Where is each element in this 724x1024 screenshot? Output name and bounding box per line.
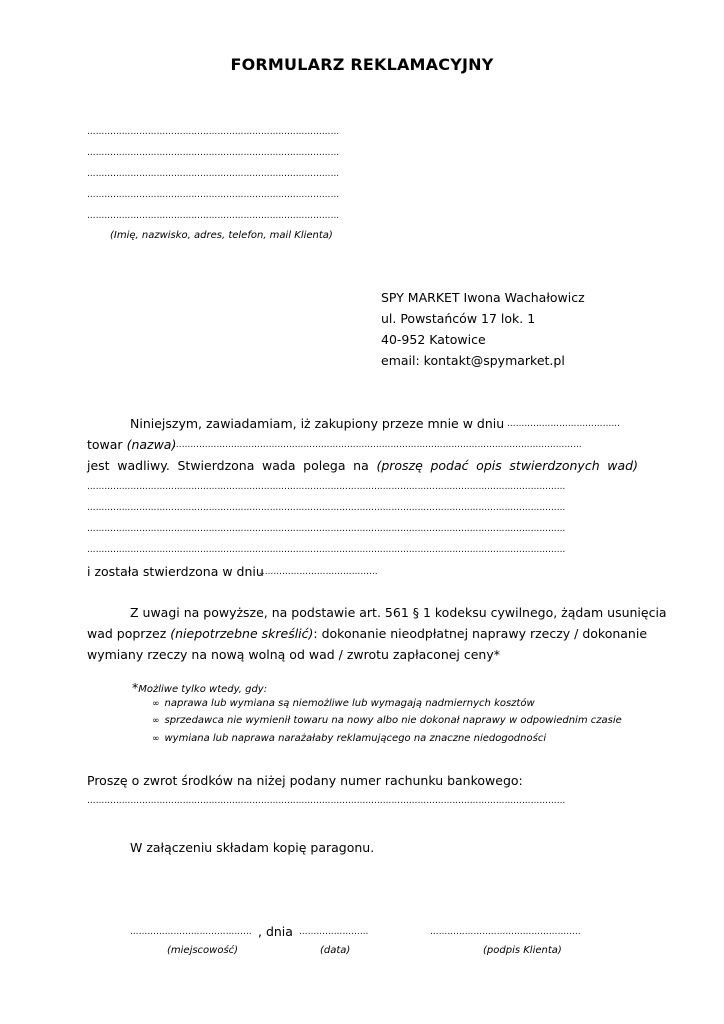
footnote-bullet <box>152 698 535 709</box>
infinity-bullet-icon: ∞ <box>152 716 160 726</box>
date-caption: (data) <box>320 945 351 956</box>
infinity-bullet-icon: ∞ <box>152 699 160 709</box>
footnote-star: * <box>132 680 139 695</box>
footnote-bullet <box>152 733 546 744</box>
bullet-text: wymiana lub naprawa narażałaby reklamującego na znaczne niedogodności <box>164 733 547 744</box>
demand-line-1: Z uwagi na powyższe, na podstawie art. 561 § 1 kodeksu cywilnego, żądam usunięcia <box>130 605 667 620</box>
customer-caption: (Imię, nazwisko, adres, telefon, mail Klienta) <box>110 230 333 241</box>
footnote-bullet <box>152 715 622 726</box>
place-dots: …………………………………… <box>130 927 252 937</box>
footnote-heading <box>132 677 267 696</box>
customer-line: …………………………………………………………………………… <box>87 148 340 158</box>
defect-hint: (proszę podać opis stwierdzonych wad) <box>376 458 638 473</box>
defect-line: ………………………………………………………………………………………………………………………………………………… <box>87 482 566 492</box>
footnote-heading-text: Możliwe tylko wtedy, gdy: <box>138 684 268 695</box>
recipient-name: SPY MARKET Iwona Wachałowicz <box>381 290 585 305</box>
attachment-text: W załączeniu składam kopię paragonu. <box>130 840 375 855</box>
found-date-text: i została stwierdzona w dniu <box>87 564 264 579</box>
recipient-city: 40-952 Katowice <box>381 332 486 347</box>
defect-line: ………………………………………………………………………………………………………………………………………………… <box>87 503 566 513</box>
purchase-date-dots: ………………………………… <box>507 419 621 429</box>
customer-line: …………………………………………………………………………… <box>87 211 340 221</box>
demand-options: : dokonanie nieodpłatnej naprawy rzeczy / dokonanie <box>313 626 648 641</box>
demand-line-3: wymiany rzeczy na nową wolną od wad / zwrotu zapłaconej ceny* <box>87 647 501 662</box>
signature-dots: …………………..……………………….. <box>430 927 581 937</box>
signature-caption: (podpis Klienta) <box>483 945 562 956</box>
date-prefix: , dnia <box>258 924 293 939</box>
customer-line: …………………………………………………………………………… <box>87 169 340 179</box>
complaint-line-3 <box>87 458 638 473</box>
date-dots: …………………… <box>299 927 369 937</box>
place-caption: (miejscowość) <box>167 945 239 956</box>
product-dots: …………………………………………………………………………………………………………………………… <box>173 440 582 450</box>
bank-account-dots: ………………………………………………………………………………………………………………………………………………… <box>87 796 566 806</box>
defect-line: ………………………………………………………………………………………………………………………………………………… <box>87 524 566 534</box>
refund-text: Proszę o zwrot środków na niżej podany numer rachunku bankowego: <box>87 773 523 788</box>
complaint-line-2 <box>87 437 176 452</box>
product-label: towar <box>87 437 123 452</box>
product-hint: (nazwa) <box>126 437 177 452</box>
page-title: FORMULARZ REKLAMACYJNY <box>230 55 494 74</box>
recipient-street: ul. Powstańców 17 lok. 1 <box>381 311 536 326</box>
defect-text: jest wadliwy. Stwierdzona wada polega na <box>87 458 369 473</box>
complaint-intro: Niniejszym, zawiadamiam, iż zakupiony przeze mnie w dniu <box>130 416 505 431</box>
demand-hint: (niepotrzebne skreślić) <box>170 626 314 641</box>
bullet-text: sprzedawca nie wymienił towaru na nowy albo nie dokonał naprawy w odpowiednim czasie <box>164 715 622 726</box>
demand-line-2 <box>87 626 648 641</box>
infinity-bullet-icon: ∞ <box>152 734 160 744</box>
defect-line: ………………………………………………………………………………………………………………………………………………… <box>87 545 566 555</box>
bullet-text: naprawa lub wymiana są niemożliwe lub wymagają nadmiernych kosztów <box>164 698 535 709</box>
demand-prefix: wad poprzez <box>87 626 167 641</box>
recipient-email: email: kontakt@spymarket.pl <box>381 353 565 368</box>
customer-line: …………………………………………………………………………… <box>87 190 340 200</box>
customer-line: …………………………………………………………………………… <box>87 127 340 137</box>
complaint-line-1 <box>130 416 504 431</box>
found-date-dots: …………………………………… <box>256 567 378 577</box>
